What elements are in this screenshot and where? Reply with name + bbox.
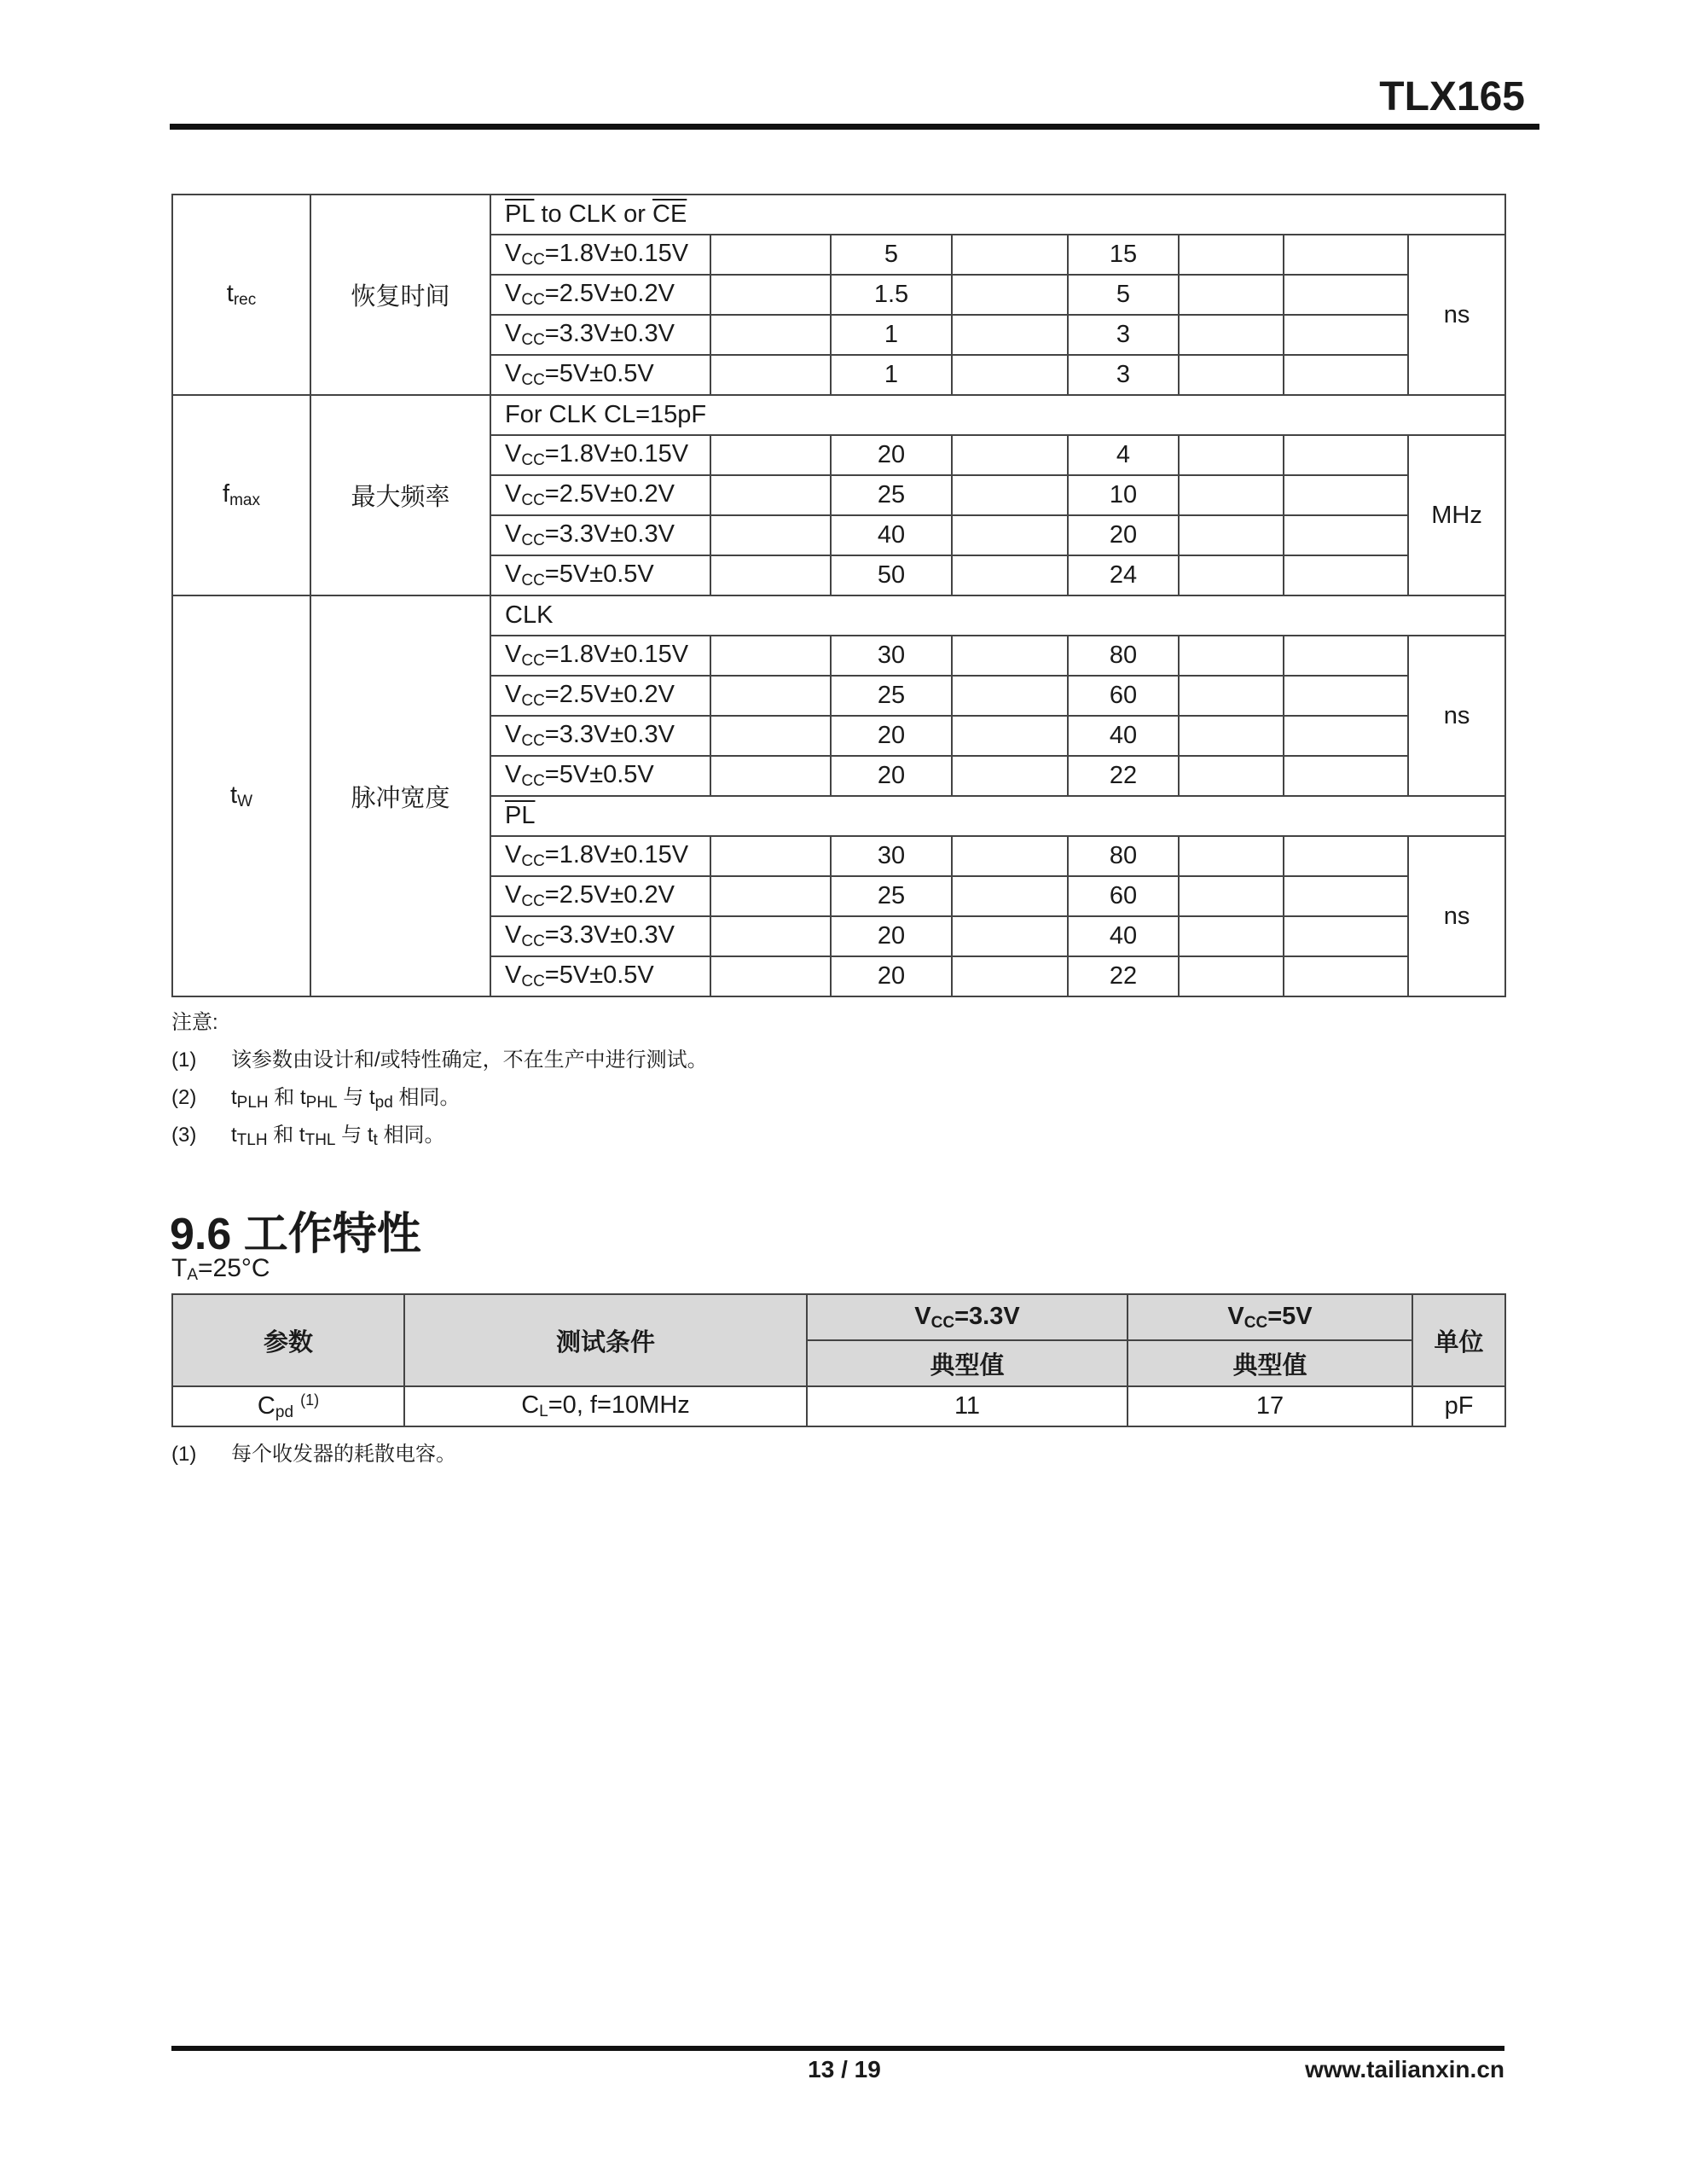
cell-value-2: 24	[1068, 555, 1179, 595]
section-condition	[171, 1254, 270, 1285]
header-typ-3v3: 典型值	[807, 1340, 1128, 1386]
vcc-base: V	[505, 961, 522, 989]
cell-empty	[1284, 916, 1408, 956]
cell-empty	[1179, 555, 1284, 595]
subheader-part: $\overline{PL}$	[505, 200, 535, 228]
cell-value-2: 5	[1068, 275, 1179, 315]
note-number: (3)	[171, 1124, 197, 1147]
cell-empty	[952, 716, 1068, 756]
cell-value-2: 3	[1068, 315, 1179, 355]
section-subheader	[490, 595, 1505, 636]
cell-value-1: 25	[831, 676, 952, 716]
section-subheader	[490, 395, 1505, 435]
condition-sub: A	[187, 1266, 199, 1284]
cell-value-2: 22	[1068, 956, 1179, 996]
test-sub: L	[539, 1403, 548, 1420]
vcc-base: V	[505, 440, 522, 468]
cell-typ-3v3: 11	[807, 1386, 1128, 1426]
note-3	[171, 1118, 444, 1150]
section-header-row	[172, 195, 1505, 235]
vcc-sub: CC	[521, 491, 545, 509]
header-vcc-3v3	[807, 1294, 1128, 1340]
cell-empty	[1179, 756, 1284, 796]
cell-value-1: 40	[831, 515, 952, 555]
note-sub: pd	[374, 1094, 393, 1112]
param-sub: pd	[275, 1403, 294, 1421]
note-text: 和 t	[268, 1086, 306, 1109]
param-footnote-ref: (1)	[300, 1391, 320, 1409]
table-row	[172, 1386, 1505, 1426]
cell-empty	[1179, 355, 1284, 395]
cell-value-1: 50	[831, 555, 952, 595]
cell-empty	[952, 515, 1068, 555]
vcc-sub: CC	[1244, 1313, 1268, 1332]
note-sub: THL	[304, 1131, 336, 1149]
note-text: t	[231, 1086, 237, 1109]
cell-empty	[1284, 355, 1408, 395]
cell-value-1: 20	[831, 435, 952, 475]
cell-condition	[490, 515, 710, 555]
cell-value-2: 10	[1068, 475, 1179, 515]
note-text: 和 t	[267, 1124, 305, 1147]
cell-value-1: 25	[831, 876, 952, 916]
cell-condition	[490, 956, 710, 996]
cell-empty	[952, 555, 1068, 595]
notes-title: 注意:	[171, 1011, 218, 1034]
condition-rest: =25°C	[198, 1254, 270, 1282]
cell-unit: ns	[1408, 836, 1505, 996]
vcc-sub: CC	[521, 371, 545, 389]
cell-empty	[1179, 636, 1284, 676]
cell-value-2: 3	[1068, 355, 1179, 395]
cell-condition	[490, 876, 710, 916]
cell-symbol	[172, 595, 310, 996]
cell-empty	[710, 916, 831, 956]
cell-empty	[1179, 716, 1284, 756]
cell-empty	[1284, 515, 1408, 555]
vcc-base: V	[505, 641, 522, 668]
cell-empty	[1284, 956, 1408, 996]
cell-unit: MHz	[1408, 435, 1505, 595]
cell-empty	[710, 475, 831, 515]
cell-condition	[490, 636, 710, 676]
section-header-row	[172, 595, 1505, 636]
cell-value-1: 5	[831, 235, 952, 275]
cell-condition	[490, 836, 710, 876]
vcc-base: V	[505, 320, 522, 347]
cell-empty	[1179, 836, 1284, 876]
subheader-part: $\overline{CE}$	[652, 200, 687, 228]
cell-value-1: 20	[831, 956, 952, 996]
vcc-value: =2.5V±0.2V	[544, 280, 675, 307]
subheader-part: $\overline{PL}$	[505, 802, 536, 829]
vcc-value: =2.5V±0.2V	[544, 681, 675, 708]
cell-value-2: 40	[1068, 916, 1179, 956]
cell-value-1: 1	[831, 355, 952, 395]
header-param: 参数	[172, 1294, 404, 1386]
vcc-sub: CC	[521, 852, 545, 870]
cell-empty	[1284, 435, 1408, 475]
cell-empty	[710, 716, 831, 756]
cell-empty	[1284, 235, 1408, 275]
symbol-base: t	[230, 781, 238, 809]
cell-condition	[490, 676, 710, 716]
header-typ-5v: 典型值	[1128, 1340, 1412, 1386]
note-text: t	[231, 1124, 237, 1147]
cell-condition	[490, 716, 710, 756]
vcc-value: =1.8V±0.15V	[544, 440, 689, 468]
cell-empty	[710, 515, 831, 555]
cell-empty	[1179, 876, 1284, 916]
vcc-sub: CC	[521, 692, 545, 710]
vcc-value: =2.5V±0.2V	[544, 480, 675, 508]
cell-empty	[952, 355, 1068, 395]
note-text: 相同。	[392, 1086, 461, 1109]
symbol-sub: W	[237, 792, 252, 810]
header-vcc-5v	[1128, 1294, 1412, 1340]
cell-symbol	[172, 195, 310, 395]
op-table-footnote	[171, 1437, 456, 1467]
vcc-base: V	[505, 360, 522, 387]
vcc-sub: CC	[930, 1313, 955, 1332]
cell-empty	[1284, 756, 1408, 796]
header-unit: 单位	[1412, 1294, 1505, 1386]
vcc-value: =3.3V	[954, 1302, 1020, 1330]
cell-value-1: 30	[831, 636, 952, 676]
vcc-value: =1.8V±0.15V	[544, 841, 689, 868]
cell-empty	[710, 315, 831, 355]
cell-value-1: 20	[831, 756, 952, 796]
cell-empty	[952, 235, 1068, 275]
cell-value-2: 4	[1068, 435, 1179, 475]
vcc-sub: CC	[521, 892, 545, 910]
cell-empty	[1179, 916, 1284, 956]
cell-empty	[952, 435, 1068, 475]
cell-condition	[490, 555, 710, 595]
operating-characteristics-table	[171, 1293, 1506, 1427]
subheader-part: to CLK or	[534, 200, 653, 228]
cell-empty	[1179, 315, 1284, 355]
vcc-base: V	[1227, 1302, 1244, 1330]
cell-empty	[710, 876, 831, 916]
header-rule	[170, 124, 1539, 130]
vcc-sub: CC	[521, 572, 545, 590]
vcc-base: V	[505, 681, 522, 708]
symbol-sub: rec	[233, 291, 257, 309]
note-number: (1)	[171, 1443, 197, 1466]
vcc-sub: CC	[521, 531, 545, 549]
cell-empty	[952, 315, 1068, 355]
cell-empty	[952, 676, 1068, 716]
cell-empty	[710, 435, 831, 475]
section-subheader	[490, 796, 1505, 836]
cell-empty	[1179, 235, 1284, 275]
vcc-base: V	[505, 520, 522, 548]
cell-empty	[1284, 555, 1408, 595]
cell-condition	[490, 756, 710, 796]
cell-value-2: 40	[1068, 716, 1179, 756]
cell-value-2: 15	[1068, 235, 1179, 275]
vcc-sub: CC	[521, 251, 545, 269]
vcc-value: =5V±0.5V	[544, 761, 654, 788]
cell-value-2: 80	[1068, 836, 1179, 876]
cell-condition	[490, 435, 710, 475]
cell-condition	[490, 355, 710, 395]
cell-empty	[710, 836, 831, 876]
note-number: (2)	[171, 1086, 197, 1109]
vcc-sub: CC	[521, 451, 545, 469]
symbol-base: t	[226, 280, 234, 307]
cell-condition	[490, 235, 710, 275]
cell-empty	[710, 676, 831, 716]
cell-empty	[952, 836, 1068, 876]
note-2	[171, 1080, 460, 1112]
cell-value-1: 30	[831, 836, 952, 876]
cell-empty	[952, 475, 1068, 515]
cell-parameter-name: 脉冲宽度	[310, 595, 490, 996]
cell-unit: pF	[1412, 1386, 1505, 1426]
vcc-base: V	[505, 761, 522, 788]
cell-empty	[952, 916, 1068, 956]
cell-parameter-name: 恢复时间	[310, 195, 490, 395]
cell-value-2: 60	[1068, 676, 1179, 716]
vcc-sub: CC	[521, 932, 545, 950]
cell-empty	[952, 876, 1068, 916]
vcc-sub: CC	[521, 772, 545, 790]
cell-empty	[952, 956, 1068, 996]
cell-empty	[710, 555, 831, 595]
cell-empty	[710, 956, 831, 996]
cell-value-1: 1	[831, 315, 952, 355]
cell-value-2: 22	[1068, 756, 1179, 796]
test-base: C	[521, 1391, 540, 1419]
section-subheader	[490, 195, 1505, 235]
cell-condition	[490, 315, 710, 355]
cell-value-1: 1.5	[831, 275, 952, 315]
note-number: (1)	[171, 1048, 197, 1072]
cell-value-1: 20	[831, 916, 952, 956]
cell-empty	[1284, 275, 1408, 315]
cell-empty	[710, 235, 831, 275]
cell-empty	[1284, 716, 1408, 756]
symbol-base: f	[223, 480, 230, 508]
vcc-base: V	[505, 240, 522, 267]
cell-value-2: 80	[1068, 636, 1179, 676]
subheader-part: CLK	[505, 601, 554, 629]
condition-base: T	[171, 1254, 188, 1282]
cell-empty	[1179, 435, 1284, 475]
vcc-sub: CC	[521, 652, 545, 670]
cell-value-2: 20	[1068, 515, 1179, 555]
footer-rule	[171, 2046, 1504, 2051]
timing-table	[171, 194, 1506, 997]
vcc-base: V	[505, 480, 522, 508]
cell-empty	[1179, 676, 1284, 716]
cell-condition	[490, 916, 710, 956]
cell-empty	[1284, 836, 1408, 876]
cell-symbol	[172, 395, 310, 595]
vcc-value: =5V±0.5V	[544, 961, 654, 989]
vcc-value: =3.3V±0.3V	[544, 721, 675, 748]
vcc-value: =5V±0.5V	[544, 561, 654, 588]
cell-empty	[952, 756, 1068, 796]
note-text: 相同。	[377, 1124, 445, 1147]
note-text: 与 t	[337, 1086, 375, 1109]
cell-unit: ns	[1408, 636, 1505, 796]
cell-empty	[1179, 515, 1284, 555]
vcc-sub: CC	[521, 732, 545, 750]
test-rest: =0, f=10MHz	[548, 1391, 690, 1419]
param-base: C	[257, 1391, 275, 1420]
vcc-value: =1.8V±0.15V	[544, 240, 689, 267]
website-link[interactable]: www.tailianxin.cn	[1305, 2056, 1504, 2082]
cell-condition	[490, 475, 710, 515]
note-text: 该参数由设计和/或特性确定，不在生产中进行测试。	[231, 1048, 708, 1072]
vcc-value: =2.5V±0.2V	[544, 881, 675, 909]
cell-value-1: 25	[831, 475, 952, 515]
vcc-value: =1.8V±0.15V	[544, 641, 689, 668]
cell-empty	[952, 275, 1068, 315]
note-sub: TLH	[236, 1131, 268, 1149]
vcc-base: V	[505, 841, 522, 868]
cell-empty	[710, 275, 831, 315]
cell-empty	[710, 636, 831, 676]
document-title: TLX165	[1379, 74, 1525, 119]
note-text: 与 t	[335, 1124, 374, 1147]
cell-empty	[952, 636, 1068, 676]
note-1	[171, 1043, 708, 1072]
cell-empty	[1179, 275, 1284, 315]
cell-test-condition	[404, 1386, 807, 1426]
cell-empty	[1284, 876, 1408, 916]
vcc-base: V	[505, 921, 522, 949]
cell-condition	[490, 275, 710, 315]
note-sub: PLH	[236, 1094, 269, 1112]
cell-empty	[710, 756, 831, 796]
cell-empty	[1284, 676, 1408, 716]
vcc-value: =5V	[1267, 1302, 1313, 1330]
cell-empty	[710, 355, 831, 395]
cell-empty	[1179, 956, 1284, 996]
vcc-base: V	[505, 881, 522, 909]
note-text: 每个收发器的耗散电容。	[231, 1443, 456, 1466]
cell-empty	[1284, 475, 1408, 515]
page-number: 13 / 19	[808, 2056, 881, 2082]
vcc-base: V	[505, 561, 522, 588]
note-sub: PHL	[305, 1094, 338, 1112]
cell-empty	[1284, 636, 1408, 676]
cell-typ-5v: 17	[1128, 1386, 1412, 1426]
cell-empty	[1179, 475, 1284, 515]
vcc-value: =3.3V±0.3V	[544, 921, 675, 949]
vcc-base: V	[505, 280, 522, 307]
cell-parameter-name: 最大频率	[310, 395, 490, 595]
vcc-base: V	[505, 721, 522, 748]
subheader-part: For CLK CL=15pF	[505, 401, 707, 428]
cell-empty	[1284, 315, 1408, 355]
note-sub: t	[373, 1131, 378, 1149]
vcc-base: V	[914, 1302, 931, 1330]
cell-unit: ns	[1408, 235, 1505, 395]
symbol-sub: max	[229, 491, 260, 509]
header-test-condition: 测试条件	[404, 1294, 807, 1386]
section-heading: 9.6 工作特性	[170, 1210, 421, 1259]
vcc-sub: CC	[521, 331, 545, 349]
vcc-value: =5V±0.5V	[544, 360, 654, 387]
section-header-row	[172, 395, 1505, 435]
vcc-sub: CC	[521, 291, 545, 309]
cell-value-1: 20	[831, 716, 952, 756]
vcc-value: =3.3V±0.3V	[544, 320, 675, 347]
cell-param	[172, 1386, 404, 1426]
vcc-value: =3.3V±0.3V	[544, 520, 675, 548]
vcc-sub: CC	[521, 973, 545, 990]
cell-value-2: 60	[1068, 876, 1179, 916]
